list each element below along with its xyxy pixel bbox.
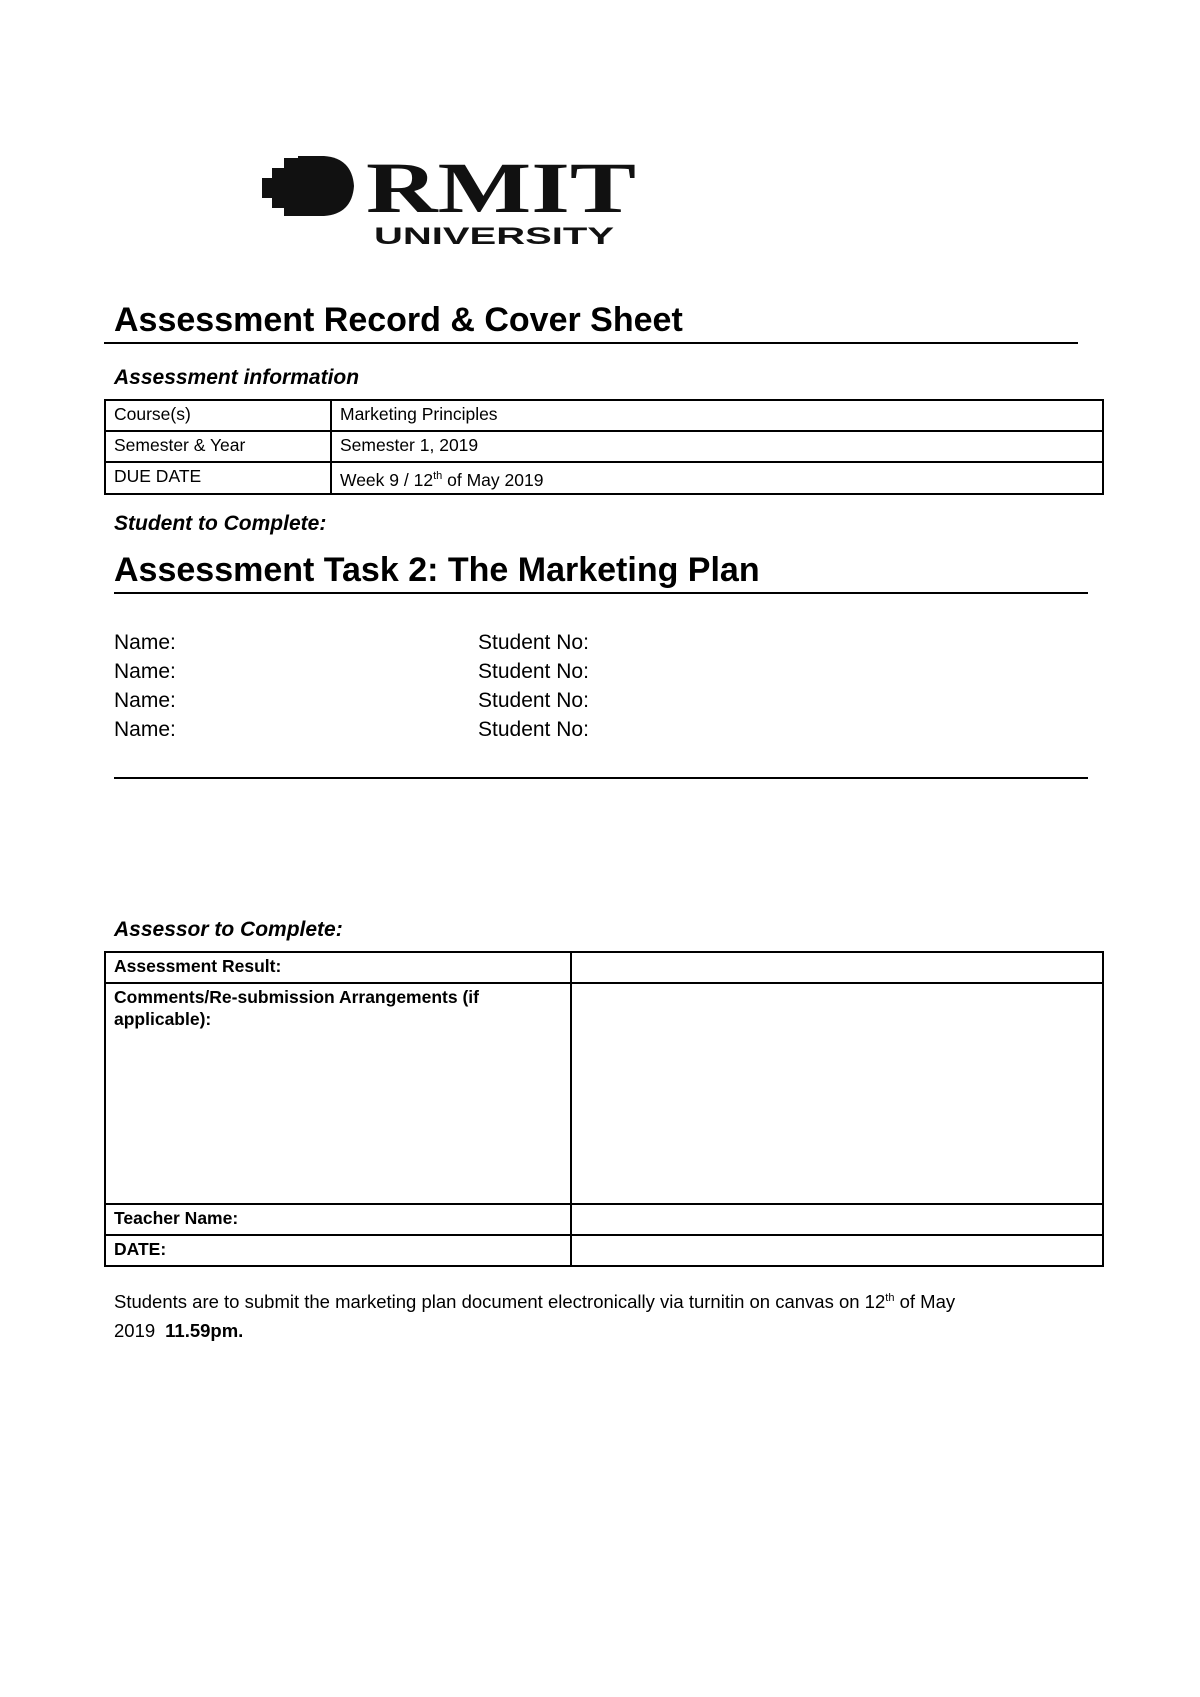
submission-note-date: of May 2019 xyxy=(114,1291,956,1342)
task-title: Assessment Task 2: The Marketing Plan xyxy=(114,551,760,589)
student-no-field-label: Student No: xyxy=(478,660,589,683)
logo-subtitle: UNIVERSITY xyxy=(374,223,614,250)
assessment-info-table xyxy=(104,399,1104,495)
page-title: Assessment Record & Cover Sheet xyxy=(114,301,683,339)
logo-wordmark: RMIT xyxy=(366,154,636,228)
due-date-sup: th xyxy=(433,470,443,482)
teacher-name-field[interactable] xyxy=(571,1204,1103,1235)
assessor-table xyxy=(104,951,1104,1267)
semester-value: Semester 1, 2019 xyxy=(331,431,1103,462)
comments-label: Comments/Re-submission Arrangements (if applicable): xyxy=(105,983,571,1204)
student-no-field-label: Student No: xyxy=(478,689,589,712)
name-field-label: Name: xyxy=(114,718,176,741)
student-section-divider xyxy=(114,777,1088,779)
rmit-logo-graphic xyxy=(262,154,642,250)
submission-time: 11.59pm. xyxy=(165,1320,244,1342)
task-title-divider xyxy=(114,592,1088,594)
assessor-section-heading: Assessor to Complete: xyxy=(114,918,343,941)
assessment-info-heading: Assessment information xyxy=(114,366,360,389)
name-field-label: Name: xyxy=(114,660,176,683)
table-row xyxy=(105,1204,1103,1235)
due-date-pre: Week 9 / 12 xyxy=(340,469,434,490)
rmit-logo xyxy=(262,154,642,250)
assessment-result-field[interactable] xyxy=(571,952,1103,983)
student-no-field-label: Student No: xyxy=(478,718,589,741)
date-label: DATE: xyxy=(105,1235,571,1266)
teacher-name-label: Teacher Name: xyxy=(105,1204,571,1235)
student-section-heading: Student to Complete: xyxy=(114,512,327,535)
date-field[interactable] xyxy=(571,1235,1103,1266)
table-row xyxy=(105,462,1103,494)
table-row xyxy=(105,1235,1103,1266)
table-row xyxy=(105,431,1103,462)
due-date-label: DUE DATE xyxy=(105,462,331,494)
submission-note xyxy=(114,1284,1074,1345)
table-row xyxy=(105,952,1103,983)
name-field-label: Name: xyxy=(114,631,176,654)
table-row xyxy=(105,983,1103,1204)
due-date-value xyxy=(331,462,1103,494)
student-no-field-label: Student No: xyxy=(478,631,589,654)
submission-note-sup: th xyxy=(885,1292,895,1304)
due-date-post: of May 2019 xyxy=(442,469,544,490)
submission-note-text: Students are to submit the marketing plan document electronically via turnitin on canvas on 12 xyxy=(114,1291,886,1313)
comments-field[interactable] xyxy=(571,983,1103,1204)
rmit-emblem-icon xyxy=(262,156,354,216)
title-divider xyxy=(104,342,1078,344)
table-row xyxy=(105,400,1103,431)
course-value: Marketing Principles xyxy=(331,400,1103,431)
semester-label: Semester & Year xyxy=(105,431,331,462)
name-field-label: Name: xyxy=(114,689,176,712)
assessment-result-label: Assessment Result: xyxy=(105,952,571,983)
course-label: Course(s) xyxy=(105,400,331,431)
